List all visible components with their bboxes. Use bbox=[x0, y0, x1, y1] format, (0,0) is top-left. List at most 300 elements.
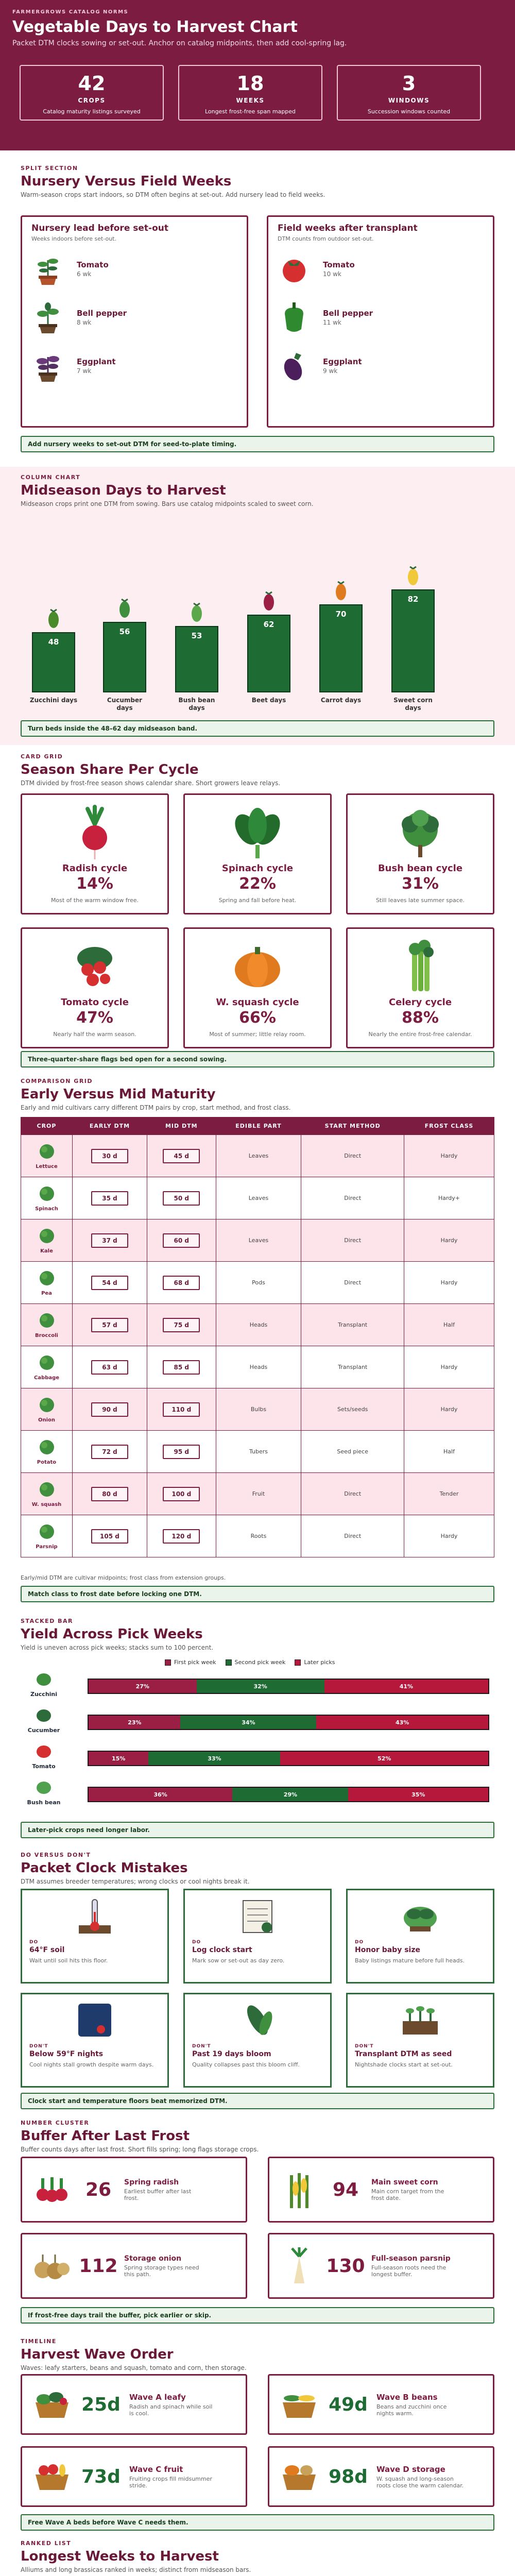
table-row bbox=[21, 1219, 494, 1262]
mid-value: 45 d bbox=[163, 1149, 200, 1163]
cell-start bbox=[301, 1346, 404, 1388]
card-description: Nightshade clocks start at set-out. bbox=[355, 2061, 453, 2068]
buffer-number: 112 bbox=[79, 2255, 118, 2277]
share-description: Nearly the entire frost-free calendar. bbox=[368, 1031, 472, 1038]
crop-row bbox=[278, 247, 484, 291]
wave-section bbox=[0, 2338, 515, 2371]
cell-early bbox=[73, 1388, 147, 1431]
part-value: Leaves bbox=[248, 1237, 269, 1244]
parsnip-icon bbox=[279, 2245, 320, 2286]
table-row bbox=[21, 1473, 494, 1515]
crop-name: Pea bbox=[41, 1290, 52, 1296]
table-row bbox=[21, 1388, 494, 1431]
buffer-number: 26 bbox=[85, 2179, 112, 2200]
bar-crop-icon bbox=[103, 598, 146, 619]
stacked-segment: 23% bbox=[89, 1716, 180, 1729]
share-percent: 88% bbox=[402, 1009, 439, 1027]
crop-value: 7 wk bbox=[77, 367, 92, 375]
card-title: Field weeks after transplant bbox=[278, 223, 418, 233]
crop-name: W. squash bbox=[31, 1501, 62, 1507]
mid-value: 50 d bbox=[163, 1191, 200, 1206]
ranked-section bbox=[0, 2540, 515, 2573]
section-subtitle: Waves: leafy starters, beans and squash, tomato and corn, then storage. bbox=[21, 2364, 247, 2371]
legend-label: First pick week bbox=[174, 1659, 216, 1666]
wave-title: Wave B beans bbox=[376, 2392, 438, 2402]
section-subtitle: Early and mid cultivars carry different DTM pairs by crop, start method, and frost class. bbox=[21, 1104, 291, 1111]
section-eyebrow: NUMBER CLUSTER bbox=[21, 2120, 90, 2126]
mistakes-section bbox=[0, 1852, 515, 1885]
share-name: Celery cycle bbox=[388, 997, 452, 1008]
buffer-card bbox=[21, 2233, 247, 2299]
share-percent: 31% bbox=[402, 875, 439, 893]
eggplant-seedling-icon bbox=[31, 348, 64, 384]
cell-mid bbox=[147, 1473, 216, 1515]
legend-label: Second pick week bbox=[234, 1659, 286, 1666]
table-row bbox=[21, 1177, 494, 1219]
bar-value-label: 48 bbox=[48, 637, 59, 647]
stacked-segment: 52% bbox=[280, 1752, 488, 1765]
crop-cell bbox=[21, 1388, 73, 1431]
wave-days: 49d bbox=[329, 2394, 368, 2415]
card-title: Transplant DTM as seed bbox=[355, 2050, 452, 2058]
section-subtitle: Yield is uneven across pick weeks; stacks sum to 100 percent. bbox=[21, 1644, 214, 1651]
crop-icon bbox=[21, 1185, 72, 1204]
card-subtitle: Weeks indoors before set-out. bbox=[31, 235, 116, 242]
split-columns bbox=[0, 215, 515, 428]
bar-crop-icon bbox=[247, 591, 290, 612]
share-percent: 66% bbox=[239, 1009, 276, 1027]
wave-card bbox=[21, 2374, 247, 2435]
share-description: Spring and fall before heat. bbox=[218, 897, 297, 904]
crop-name: Cabbage bbox=[33, 1375, 60, 1381]
frost-value: Half bbox=[443, 1321, 455, 1328]
cell-early bbox=[73, 1473, 147, 1515]
section-title: Nursery Versus Field Weeks bbox=[21, 174, 232, 189]
split-section bbox=[0, 165, 515, 198]
cell-mid bbox=[147, 1219, 216, 1262]
tomato-icon bbox=[278, 251, 311, 287]
legend-swatch bbox=[165, 1659, 171, 1666]
hero-eyebrow: FARMERGROWS CATALOG NORMS bbox=[12, 9, 129, 15]
crop-row bbox=[31, 296, 237, 339]
compare-note: Match class to frost date before locking one DTM. bbox=[21, 1586, 494, 1602]
tomato-vine-icon bbox=[22, 935, 167, 997]
card-kind: DON'T bbox=[192, 2044, 211, 2049]
buffer-grid bbox=[0, 2157, 515, 2301]
cell-early bbox=[73, 1177, 147, 1219]
cell-mid bbox=[147, 1431, 216, 1473]
crop-cell bbox=[21, 1346, 73, 1388]
share-percent: 47% bbox=[76, 1009, 113, 1027]
stacked-crop bbox=[21, 1707, 67, 1734]
stacked-segment: 35% bbox=[348, 1788, 488, 1801]
bar-value-label: 82 bbox=[407, 595, 419, 604]
section-eyebrow: COLUMN CHART bbox=[21, 474, 81, 481]
section-subtitle: Buffer counts days after last frost. Short fills spring; long flags storage crops. bbox=[21, 2146, 259, 2153]
share-note: Three-quarter-share flags bed open for a second sowing. bbox=[21, 1051, 494, 1067]
cell-part bbox=[216, 1304, 301, 1346]
card-description: Cool nights stall growth despite warm days. bbox=[29, 2061, 154, 2068]
compare-section bbox=[0, 1078, 515, 1111]
crop-name: Bell pepper bbox=[323, 309, 373, 318]
crop-name: Tomato bbox=[77, 260, 109, 269]
cell-start bbox=[301, 1515, 404, 1557]
wave-days: 73d bbox=[81, 2466, 121, 2487]
seed-tray-icon bbox=[355, 1999, 486, 2041]
crop-name: Kale bbox=[40, 1248, 53, 1254]
crop-icon bbox=[33, 1743, 54, 1761]
mid-value: 95 d bbox=[163, 1445, 200, 1459]
section-title: Midseason Days to Harvest bbox=[21, 483, 226, 498]
card-title: Past 19 days bloom bbox=[192, 2050, 271, 2058]
storage-onion-icon bbox=[31, 2245, 73, 2286]
early-value: 72 d bbox=[91, 1445, 128, 1459]
crop-cell bbox=[21, 1473, 73, 1515]
stacked-crop-name: Tomato bbox=[32, 1763, 56, 1770]
frost-value: Hardy bbox=[440, 1406, 458, 1413]
wave-card bbox=[268, 2374, 494, 2435]
table-footnote: Early/mid DTM are cultivar midpoints; frost class from extension groups. bbox=[21, 1574, 226, 1581]
table-header-row bbox=[21, 1117, 494, 1135]
hero-subtitle: Packet DTM clocks sowing or set-out. Anchor on catalog midpoints, then add cool-spring lag. bbox=[12, 39, 347, 47]
bar-crop-icon bbox=[175, 602, 218, 623]
section-eyebrow: TIMELINE bbox=[21, 2338, 57, 2345]
bar-category-label: Beet days bbox=[251, 697, 286, 704]
card-description: Baby listings mature before full heads. bbox=[355, 1957, 465, 1964]
section-title: Packet Clock Mistakes bbox=[21, 1860, 188, 1876]
bar-crop-icon bbox=[32, 608, 75, 629]
cell-start bbox=[301, 1473, 404, 1515]
bar-category-label: Sweet corn days bbox=[393, 697, 433, 711]
stacked-segment: 43% bbox=[316, 1716, 488, 1729]
card-description: Mark sow or set-out as day zero. bbox=[192, 1957, 285, 1964]
buffer-number: 130 bbox=[326, 2255, 365, 2277]
stat-number: 42 bbox=[78, 72, 106, 95]
crop-value: 6 wk bbox=[77, 270, 92, 278]
cell-mid bbox=[147, 1304, 216, 1346]
crop-icon bbox=[21, 1438, 72, 1458]
cell-frost bbox=[404, 1515, 494, 1557]
part-value: Leaves bbox=[248, 1195, 269, 1201]
section-subtitle: Warm-season crops start indoors, so DTM often begins at set-out. Add nursery lead to field weeks. bbox=[21, 191, 325, 198]
stacked-crop-name: Bush bean bbox=[27, 1799, 61, 1806]
thermometer-icon bbox=[29, 1895, 160, 1937]
table-row bbox=[21, 1135, 494, 1177]
share-card bbox=[346, 793, 494, 914]
bell-pepper-icon bbox=[278, 299, 311, 335]
cell-frost bbox=[404, 1262, 494, 1304]
cell-early bbox=[73, 1304, 147, 1346]
start-value: Direct bbox=[344, 1533, 362, 1539]
buffer-note: If frost-free days trail the buffer, pick earlier or skip. bbox=[21, 2307, 494, 2324]
radish-bunch-icon bbox=[31, 2169, 73, 2210]
crop-cell bbox=[21, 1262, 73, 1304]
cold-night-icon bbox=[29, 1999, 160, 2041]
wave-title: Wave A leafy bbox=[129, 2392, 186, 2402]
cell-part bbox=[216, 1473, 301, 1515]
card-title: Log clock start bbox=[192, 1946, 252, 1954]
crop-icon bbox=[21, 1269, 72, 1289]
section-title: Longest Weeks to Harvest bbox=[21, 2549, 219, 2564]
crop-value: 9 wk bbox=[323, 367, 338, 375]
share-description: Nearly half the warm season. bbox=[53, 1031, 136, 1038]
buffer-card bbox=[268, 2233, 494, 2299]
part-value: Pods bbox=[252, 1279, 265, 1286]
stacked-crop-name: Zucchini bbox=[30, 1691, 58, 1698]
start-value: Seed piece bbox=[337, 1448, 368, 1455]
column-header: START METHOD bbox=[301, 1117, 404, 1135]
cell-part bbox=[216, 1262, 301, 1304]
early-value: 105 d bbox=[91, 1529, 128, 1544]
crop-icon bbox=[21, 1227, 72, 1246]
crop-row bbox=[278, 296, 484, 339]
crop-cell bbox=[21, 1177, 73, 1219]
legend-item bbox=[295, 1659, 335, 1666]
start-value: Sets/seeds bbox=[337, 1406, 368, 1413]
frost-value: Hardy bbox=[440, 1153, 458, 1159]
cell-start bbox=[301, 1177, 404, 1219]
stacked-note: Later-pick crops need longer labor. bbox=[21, 1822, 494, 1838]
column-chart-section bbox=[0, 467, 515, 745]
cell-mid bbox=[147, 1177, 216, 1219]
stacked-segment: 33% bbox=[148, 1752, 280, 1765]
wave-title: Wave C fruit bbox=[129, 2464, 183, 2474]
crop-row bbox=[31, 247, 237, 291]
buffer-title: Spring radish bbox=[124, 2178, 179, 2187]
table-row bbox=[21, 1515, 494, 1557]
stacked-bar bbox=[88, 1751, 489, 1766]
card-kind: DON'T bbox=[355, 2044, 374, 2049]
share-name: Radish cycle bbox=[62, 863, 128, 874]
share-description: Still leaves late summer space. bbox=[375, 897, 465, 904]
cell-frost bbox=[404, 1219, 494, 1262]
stat-description: Catalog maturity listings surveyed bbox=[43, 108, 141, 115]
section-eyebrow: SPLIT SECTION bbox=[21, 165, 78, 172]
legend-label: Later picks bbox=[304, 1659, 335, 1666]
crop-cell bbox=[21, 1219, 73, 1262]
wave-description: W. squash and long-season roots close the warm calendar. bbox=[376, 2475, 464, 2489]
crop-icon bbox=[21, 1143, 72, 1162]
buffer-description: Main corn target from the frost date. bbox=[371, 2188, 444, 2201]
share-name: Spinach cycle bbox=[221, 863, 294, 874]
stat-label: WINDOWS bbox=[388, 97, 430, 104]
section-title: Harvest Wave Order bbox=[21, 2347, 174, 2362]
crop-icon bbox=[21, 1481, 72, 1500]
part-value: Heads bbox=[249, 1364, 268, 1370]
tomato-seedling-icon bbox=[31, 251, 64, 287]
bush-bean-icon bbox=[348, 801, 493, 863]
spinach-icon bbox=[185, 801, 330, 863]
frost-value: Hardy bbox=[440, 1364, 458, 1370]
card-title: Nursery lead before set-out bbox=[31, 223, 169, 233]
storage-basket-icon bbox=[279, 2459, 320, 2494]
cell-frost bbox=[404, 1473, 494, 1515]
dont-card bbox=[346, 1993, 494, 2088]
stacked-crop bbox=[21, 1671, 67, 1698]
share-name: W. squash cycle bbox=[216, 997, 299, 1008]
frost-value: Hardy bbox=[440, 1237, 458, 1244]
stacked-segment: 15% bbox=[89, 1752, 148, 1765]
column-header: EARLY DTM bbox=[73, 1117, 147, 1135]
frost-value: Tender bbox=[439, 1490, 459, 1497]
stat-description: Succession windows counted bbox=[367, 108, 451, 115]
crop-icon bbox=[21, 1312, 72, 1331]
stacked-row bbox=[21, 1743, 494, 1774]
card-subtitle: DTM counts from outdoor set-out. bbox=[278, 235, 374, 242]
hero-banner bbox=[0, 0, 515, 150]
cell-start bbox=[301, 1135, 404, 1177]
stacked-crop-name: Cucumber bbox=[27, 1727, 60, 1734]
crop-name: Spinach bbox=[35, 1206, 58, 1212]
crop-name: Potato bbox=[37, 1459, 57, 1465]
part-value: Fruit bbox=[252, 1490, 265, 1497]
bar-value-label: 70 bbox=[335, 609, 347, 619]
bar-crop-icon bbox=[319, 581, 363, 601]
cell-mid bbox=[147, 1515, 216, 1557]
buffer-description: Full-season roots need the longest buffer. bbox=[371, 2264, 447, 2278]
stacked-row bbox=[21, 1671, 494, 1702]
crop-icon bbox=[33, 1780, 54, 1797]
crop-name: Bell pepper bbox=[77, 309, 127, 318]
column-header: MID DTM bbox=[147, 1117, 216, 1135]
early-value: 35 d bbox=[91, 1191, 128, 1206]
crop-cell bbox=[21, 1431, 73, 1473]
cell-early bbox=[73, 1515, 147, 1557]
split-note: Add nursery weeks to set-out DTM for seed-to-plate timing. bbox=[21, 436, 494, 452]
cell-part bbox=[216, 1388, 301, 1431]
table-row bbox=[21, 1262, 494, 1304]
section-title: Buffer After Last Frost bbox=[21, 2128, 190, 2144]
section-title: Season Share Per Cycle bbox=[21, 762, 199, 777]
stacked-bar bbox=[88, 1679, 489, 1694]
column-note: Turn beds inside the 48–62 day midseason band. bbox=[21, 720, 494, 737]
radish-icon bbox=[22, 801, 167, 863]
crop-cell bbox=[21, 1135, 73, 1177]
cell-part bbox=[216, 1135, 301, 1177]
part-value: Heads bbox=[249, 1321, 268, 1328]
section-title: Early Versus Mid Maturity bbox=[21, 1087, 216, 1102]
share-name: Tomato cycle bbox=[61, 997, 129, 1008]
wave-description: Fruiting crops fill midsummer stride. bbox=[129, 2475, 212, 2489]
cell-part bbox=[216, 1515, 301, 1557]
section-eyebrow: CARD GRID bbox=[21, 753, 63, 760]
share-card bbox=[183, 793, 332, 914]
card-kind: DON'T bbox=[29, 2044, 48, 2049]
stats-row bbox=[12, 65, 503, 121]
fruit-basket-icon bbox=[31, 2459, 73, 2494]
section-eyebrow: COMPARISON GRID bbox=[21, 1078, 93, 1084]
early-value: 80 d bbox=[91, 1487, 128, 1501]
buffer-title: Storage onion bbox=[124, 2254, 182, 2263]
crop-value: 11 wk bbox=[323, 319, 341, 326]
buffer-title: Full-season parsnip bbox=[371, 2254, 451, 2263]
early-value: 57 d bbox=[91, 1318, 128, 1332]
crop-name: Lettuce bbox=[36, 1163, 58, 1170]
section-eyebrow: DO VERSUS DON'T bbox=[21, 1852, 91, 1858]
cell-early bbox=[73, 1431, 147, 1473]
cell-early bbox=[73, 1135, 147, 1177]
cell-early bbox=[73, 1346, 147, 1388]
stat-description: Longest frost-free span mapped bbox=[204, 108, 296, 115]
crop-name: Tomato bbox=[323, 260, 355, 269]
stacked-segment: 41% bbox=[324, 1680, 488, 1693]
crop-name: Eggplant bbox=[77, 357, 116, 366]
cell-start bbox=[301, 1262, 404, 1304]
bar-value-label: 53 bbox=[191, 631, 202, 640]
do-card bbox=[183, 1889, 332, 1984]
part-value: Roots bbox=[250, 1533, 267, 1539]
cell-part bbox=[216, 1219, 301, 1262]
cell-mid bbox=[147, 1262, 216, 1304]
do-card bbox=[21, 1889, 169, 1984]
cell-start bbox=[301, 1219, 404, 1262]
buffer-number: 94 bbox=[332, 2179, 359, 2200]
cell-frost bbox=[404, 1388, 494, 1431]
cell-frost bbox=[404, 1177, 494, 1219]
start-value: Direct bbox=[344, 1153, 362, 1159]
bar bbox=[391, 589, 435, 692]
early-value: 30 d bbox=[91, 1149, 128, 1163]
page-title: Vegetable Days to Harvest Chart bbox=[12, 18, 298, 36]
share-description: Most of the warm window free. bbox=[50, 897, 139, 904]
stacked-section bbox=[0, 1618, 515, 1651]
crop-name: Parsnip bbox=[36, 1544, 58, 1550]
crop-name: Eggplant bbox=[323, 357, 362, 366]
stat-number: 3 bbox=[402, 72, 416, 95]
section-eyebrow: RANKED LIST bbox=[21, 2540, 72, 2547]
share-percent: 14% bbox=[76, 875, 113, 893]
stacked-crop bbox=[21, 1743, 67, 1770]
mid-value: 68 d bbox=[163, 1276, 200, 1290]
leafy-basket-icon bbox=[31, 2387, 73, 2422]
crop-value: 10 wk bbox=[323, 270, 341, 278]
early-value: 37 d bbox=[91, 1233, 128, 1248]
section-subtitle: DTM divided by frost-free season shows calendar share. Short growers leave relays. bbox=[21, 779, 281, 787]
mid-value: 100 d bbox=[163, 1487, 200, 1501]
crop-row bbox=[31, 344, 237, 387]
stat-card bbox=[337, 65, 481, 121]
cell-mid bbox=[147, 1135, 216, 1177]
crop-icon bbox=[21, 1523, 72, 1542]
field-card bbox=[267, 215, 494, 428]
mid-value: 75 d bbox=[163, 1318, 200, 1332]
card-kind: DO bbox=[29, 1940, 39, 1945]
stacked-crop bbox=[21, 1780, 67, 1806]
column-header: CROP bbox=[21, 1117, 73, 1135]
stacked-segment: 29% bbox=[232, 1788, 348, 1801]
crop-row bbox=[278, 344, 484, 387]
card-description: Quality collapses past this bloom cliff. bbox=[192, 2061, 300, 2068]
celery-icon bbox=[348, 935, 493, 997]
cell-start bbox=[301, 1304, 404, 1346]
stacked-bar bbox=[88, 1715, 489, 1730]
wave-days: 25d bbox=[81, 2394, 121, 2415]
cell-start bbox=[301, 1388, 404, 1431]
crop-cell bbox=[21, 1304, 73, 1346]
crop-value: 8 wk bbox=[77, 319, 92, 326]
stacked-segment: 34% bbox=[180, 1716, 316, 1729]
part-value: Bulbs bbox=[250, 1406, 267, 1413]
legend-swatch bbox=[226, 1659, 232, 1666]
pepper-seedling-icon bbox=[31, 299, 64, 335]
buffer-card bbox=[268, 2157, 494, 2223]
card-kind: DO bbox=[192, 1940, 201, 1945]
crop-cell bbox=[21, 1515, 73, 1557]
wave-title: Wave D storage bbox=[376, 2464, 445, 2474]
table-row bbox=[21, 1304, 494, 1346]
wave-note: Free Wave A beds before Wave C needs them. bbox=[21, 2514, 494, 2531]
legend-item bbox=[226, 1659, 286, 1666]
